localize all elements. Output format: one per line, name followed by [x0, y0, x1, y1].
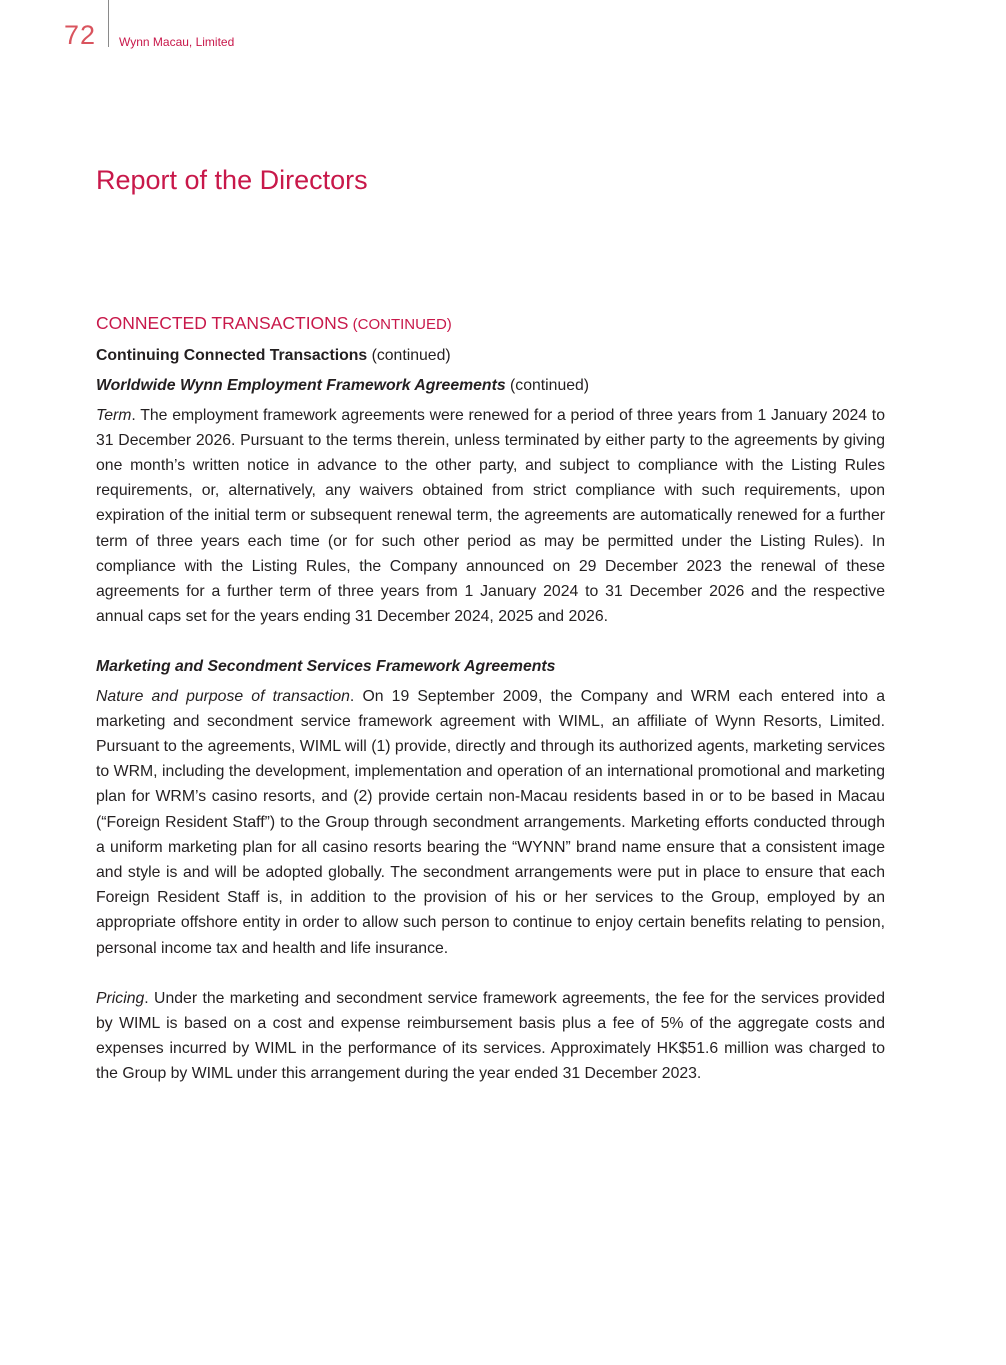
- section-heading-suffix: (CONTINUED): [348, 316, 452, 333]
- header-divider: [108, 0, 109, 47]
- section-heading-text: CONNECTED TRANSACTIONS: [96, 313, 349, 333]
- paragraph-lead: Pricing: [96, 989, 145, 1007]
- paragraph-pricing: [96, 986, 885, 1087]
- agreement-title: Worldwide Wynn Employment Framework Agreements: [96, 377, 506, 395]
- sub-heading: [96, 343, 885, 368]
- sub-heading-text: Continuing Connected Transactions: [96, 347, 368, 365]
- paragraph-term: [96, 403, 885, 630]
- page-number: 72: [64, 20, 97, 50]
- agreement-heading-marketing: [96, 654, 885, 679]
- agreement-heading-employment: [96, 373, 885, 398]
- page-title: Report of the Directors: [96, 165, 368, 195]
- sub-heading-suffix: (continued): [367, 347, 451, 365]
- section-heading: [96, 311, 885, 337]
- agreement-title: Marketing and Secondment Services Framework Agreements: [96, 658, 556, 676]
- company-name: Wynn Macau, Limited: [119, 35, 235, 49]
- paragraph-text: . The employment framework agreements were renewed for a period of three years from 1 January 2024 to 31 December 2026. Pursuant to the terms therein, unless terminated by either party to the agreements by giving one month’s written notice in advance to the other party, and subject to compliance with the Listing Rules requirements, or, alternatively, any waivers obtained from strict compliance with such requirements, upon expiration of the initial term or subsequent renewal term, the agreements are automatically renewed for a further term of three years each time (or for such other period as may be permitted under the Listing Rules). In compliance with the Listing Rules, the Company announced on 29 December 2023 the renewal of these agreements for a further term of three years from 1 January 2024 to 31 December 2026 and the respective annual caps set for the years ending 31 December 2024, 2025 and 2026.: [96, 406, 885, 626]
- paragraph-lead: Term: [96, 406, 132, 424]
- paragraph-text: . Under the marketing and secondment service framework agreements, the fee for the services provided by WIML is based on a cost and expense reimbursement basis plus a fee of 5% of the aggregate costs and expenses incurred by WIML in the performance of its services. Approximately HK$51.6 million was charged to the Group by WIML under this arrangement during the year ended 31 December 2023.: [96, 989, 885, 1083]
- paragraph-lead: Nature and purpose of transaction: [96, 687, 350, 705]
- document-body: [96, 311, 885, 1112]
- paragraph-text: . On 19 September 2009, the Company and WRM each entered into a marketing and secondment service framework agreement with WIML, an affiliate of Wynn Resorts, Limited. Pursuant to the agreements, WIML will (1) provide, directly and through its authorized agents, marketing services to WRM, including the development, implementation and operation of an international promotional and marketing plan for WRM’s casino resorts, and (2) provide certain non-Macau residents based in or to be based in Macau (“Foreign Resident Staff”) to the Group through secondment arrangements. Marketing efforts conducted through a uniform marketing plan for all casino resorts bearing the “WYNN” brand name ensure that a consistent image and style is and will be adopted globally. The secondment arrangements were put in place to ensure that each Foreign Resident Staff is, in addition to the provision of his or her services to the Group, employed by an appropriate offshore entity in order to allow such person to continue to enjoy certain benefits relating to pension, personal income tax and health and life insurance.: [96, 687, 886, 957]
- paragraph-nature: [96, 684, 885, 961]
- agreement-title-suffix: (continued): [505, 377, 590, 395]
